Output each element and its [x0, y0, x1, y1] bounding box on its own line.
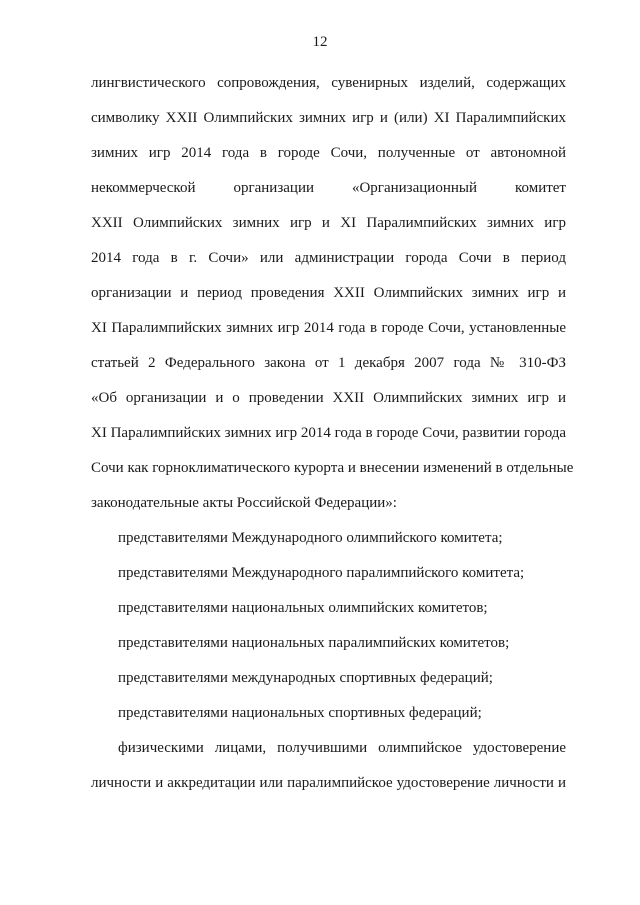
text-line: XI Паралимпийских зимних игр 2014 года в городе Сочи, развитии города: [91, 425, 567, 441]
list-item: представителями национальных паралимпийских комитетов;: [118, 635, 510, 651]
list-item: представителями национальных олимпийских комитетов;: [118, 600, 488, 616]
text-line: некоммерческой организации «Организационный комитет: [91, 180, 566, 196]
text-line: статьей 2 Федерального закона от 1 декабря 2007 года № 310-ФЗ: [91, 355, 566, 371]
text-line: организации и период проведения XXII Олимпийских зимних игр и: [91, 285, 566, 301]
text-line: XXII Олимпийских зимних игр и XI Паралимпийских зимних игр: [91, 215, 566, 231]
text-line: личности и аккредитации или паралимпийское удостоверение личности и: [91, 775, 566, 791]
text-line: Сочи как горноклиматического курорта и внесении изменений в отдельные: [91, 460, 574, 476]
text-line: законодательные акты Российской Федерации»:: [91, 495, 397, 511]
list-item: представителями национальных спортивных федераций;: [118, 705, 482, 721]
list-item: представителями Международного олимпийского комитета;: [118, 530, 503, 546]
text-line: 2014 года в г. Сочи» или администрации города Сочи в период: [91, 250, 566, 266]
list-item: представителями Международного паралимпийского комитета;: [118, 565, 525, 581]
text-line: символику XXII Олимпийских зимних игр и (или) XI Паралимпийских: [91, 110, 566, 126]
page-number: 12: [312, 34, 328, 50]
text-line: «Об организации и о проведении XXII Олимпийских зимних игр и: [91, 390, 566, 406]
text-line: зимних игр 2014 года в городе Сочи, полученные от автономной: [91, 145, 566, 161]
list-item: представителями международных спортивных федераций;: [118, 670, 493, 686]
text-line: лингвистического сопровождения, сувенирных изделий, содержащих: [91, 75, 566, 91]
text-line: XI Паралимпийских зимних игр 2014 года в городе Сочи, установленные: [91, 320, 566, 336]
text-line: физическими лицами, получившими олимпийское удостоверение: [118, 740, 566, 756]
